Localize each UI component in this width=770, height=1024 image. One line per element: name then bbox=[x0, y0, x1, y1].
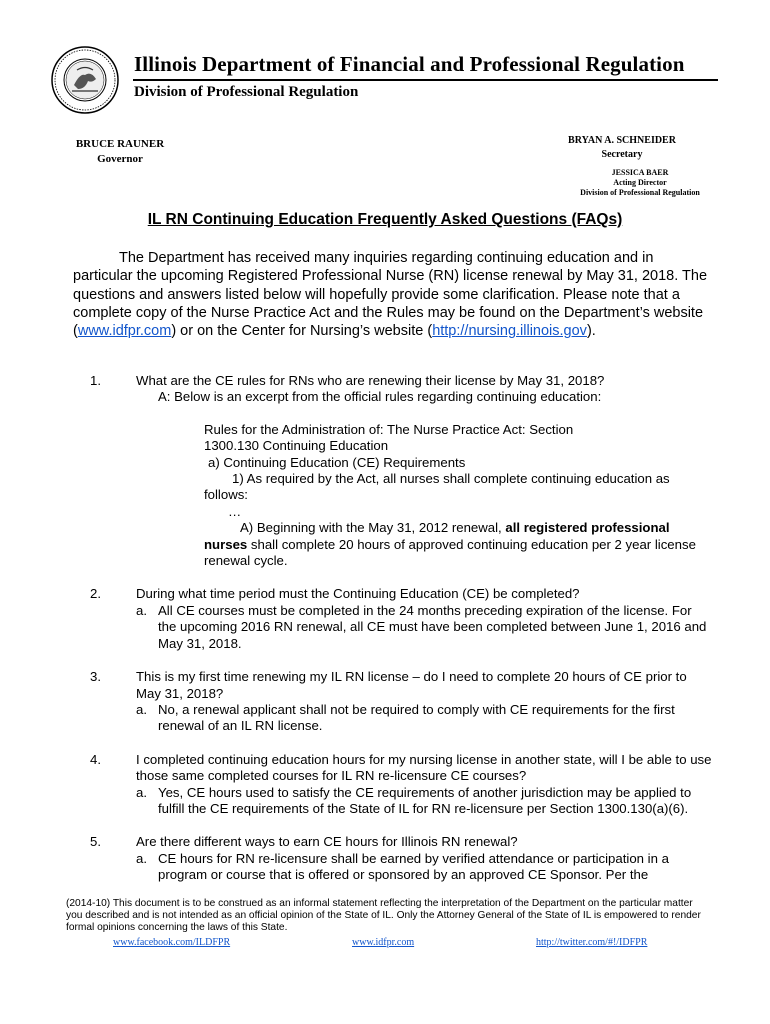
division-name: Division of Professional Regulation bbox=[134, 84, 359, 100]
faq-answer bbox=[136, 785, 713, 818]
faq-answer bbox=[136, 702, 713, 735]
faq-number: 1. bbox=[90, 373, 101, 388]
disclaimer: (2014-10) This document is to be construed as an informal statement reflecting the interpretation of the Department on the particular matter you described and is not intended as an official opinion of the State of IL. Only the Attorney General of the State of IL is empowered to render formal opinions concerning the laws of this State. bbox=[66, 898, 701, 934]
faq-number: 3. bbox=[90, 669, 101, 685]
rules-line-a bbox=[204, 520, 713, 569]
governor-block bbox=[70, 137, 170, 167]
answer-text: Yes, CE hours used to satisfy the CE requirements of another jurisdiction may be applied to fulfill the CE requirements of the State of IL for RN re-licensure per Section 1300.130(a)(6). bbox=[158, 784, 692, 816]
faq-question: What are the CE rules for RNs who are renewing their license by May 31, 2018? bbox=[136, 373, 605, 388]
letterhead-rule bbox=[133, 79, 718, 81]
faq-question: During what time period must the Continuing Education (CE) be completed? bbox=[136, 586, 580, 602]
faq-item-2 bbox=[73, 586, 713, 652]
rules-line: 1) As required by the Act, all nurses shall complete continuing education as bbox=[232, 471, 670, 487]
answer-label: a. bbox=[136, 602, 147, 618]
rules-line: Rules for the Administration of: The Nurse Practice Act: Section bbox=[204, 421, 574, 437]
answer-label: a. bbox=[136, 850, 147, 866]
faq-answer bbox=[136, 851, 713, 884]
faq-answer bbox=[136, 603, 713, 652]
intro-paragraph bbox=[73, 249, 713, 340]
rules-ellipsis: … bbox=[228, 503, 242, 519]
rules-line: 1300.130 Continuing Education bbox=[204, 438, 389, 454]
answer-label: a. bbox=[136, 701, 147, 717]
rules-a-bold: all registered professional bbox=[505, 520, 670, 536]
idfpr-link[interactable]: www.idfpr.com bbox=[77, 323, 172, 340]
faq-item-3 bbox=[73, 669, 713, 735]
director-name: JESSICA BAER bbox=[611, 168, 669, 177]
rules-a-pre: A) Beginning with the May 31, 2012 renewal, bbox=[240, 520, 506, 536]
document-title: IL RN Continuing Education Frequently Asked Questions (FAQs) bbox=[147, 211, 623, 228]
rules-a-post: shall complete 20 hours of approved continuing education per 2 year license renewal cycle. bbox=[204, 536, 696, 569]
secretary-block bbox=[522, 134, 722, 162]
faq-list bbox=[73, 373, 713, 901]
faq-question: Are there different ways to earn CE hours for Illinois RN renewal? bbox=[136, 834, 518, 850]
facebook-link[interactable]: www.facebook.com/ILDFPR bbox=[113, 937, 231, 948]
faq-question: This is my first time renewing my IL RN license – do I need to complete 20 hours of CE prior to May 31, 2018? bbox=[136, 669, 687, 701]
director-title: Acting Director bbox=[613, 178, 667, 187]
answer-text: No, a renewal applicant shall not be required to comply with CE requirements for the first renewal of an IL RN license. bbox=[158, 701, 675, 734]
answer-label: a. bbox=[136, 784, 147, 800]
rules-line: a) Continuing Education (CE) Requirements bbox=[208, 454, 466, 470]
state-seal bbox=[50, 45, 120, 115]
rules-excerpt bbox=[204, 422, 713, 570]
faq-item-4 bbox=[73, 752, 713, 818]
faq-number: 4. bbox=[90, 751, 101, 767]
governor-name: BRUCE RAUNER bbox=[75, 138, 165, 150]
secretary-name: BRYAN A. SCHNEIDER bbox=[568, 135, 676, 146]
faq-item-5 bbox=[73, 834, 713, 883]
faq-answer: A: Below is an excerpt from the official rules regarding continuing education: bbox=[158, 389, 602, 405]
rules-a-bold: nurses bbox=[204, 536, 248, 552]
director-division: Division of Professional Regulation bbox=[580, 188, 700, 197]
nursing-link[interactable]: http://nursing.illinois.gov bbox=[432, 323, 587, 340]
twitter-link[interactable]: http://twitter.com/#!/IDFPR bbox=[536, 937, 648, 948]
faq-item-1 bbox=[73, 373, 713, 569]
faq-number: 5. bbox=[90, 834, 101, 850]
answer-text: CE hours for RN re-licensure shall be earned by verified attendance or participation in a program or course that is offered or sponsored by an approved CE Sponsor. Per the bbox=[158, 850, 669, 883]
intro-text-1: The Department has received many inquiries regarding continuing education and in particular the upcoming Registered Professional Nurse (RN) license renewal by May 31, 2018. The questions and answers listed below will hopefully provide some clarification. Please note that a complete copy of the Nurse Practice Act and the Rules may be found on the Department’s website ( bbox=[73, 250, 708, 340]
director-block bbox=[565, 168, 715, 198]
website-link[interactable]: www.idfpr.com bbox=[352, 937, 415, 948]
answer-text: All CE courses must be completed in the 24 months preceding expiration of the license. For the upcoming 2016 RN renewal, all CE must have been completed between June 1, 2016 and May 31, 2018. bbox=[158, 602, 707, 651]
rules-line: follows: bbox=[204, 487, 248, 503]
faq-number: 2. bbox=[90, 586, 101, 602]
intro-text-3: ). bbox=[586, 323, 596, 340]
governor-title: Governor bbox=[97, 153, 143, 165]
faq-question: I completed continuing education hours for my nursing license in another state, will I be able to use those same completed courses for IL RN re-licensure CE courses? bbox=[136, 751, 712, 784]
agency-name: Illinois Department of Financial and Professional Regulation bbox=[134, 52, 685, 76]
intro-text-2: ) or on the Center for Nursing’s website ( bbox=[171, 323, 433, 340]
secretary-title: Secretary bbox=[601, 149, 643, 160]
